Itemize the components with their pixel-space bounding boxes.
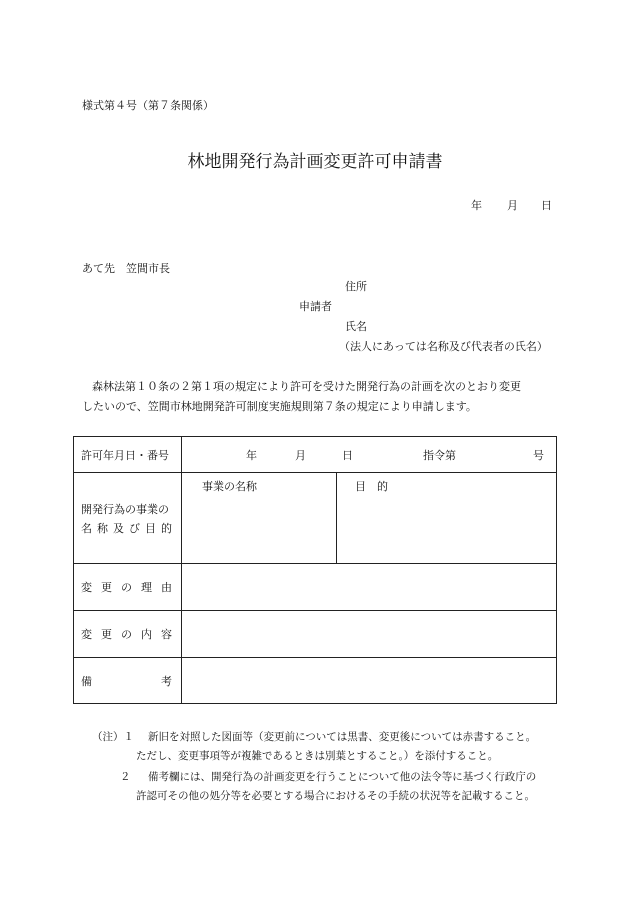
body-line-2: したいので、笠間市林地開発許可制度実施規則第７条の規定により申請します。 (82, 400, 477, 413)
addressee: あて先 笠間市長 (82, 262, 170, 275)
remarks-value-cell[interactable] (182, 658, 557, 704)
permit-row (74, 437, 557, 473)
permit-value-cell[interactable] (182, 437, 557, 473)
reason-label: 変 更 の 理 由 (81, 581, 172, 594)
development-label-line2: 名 称 及 び 目 的 (81, 521, 172, 535)
note-prefix: （注）１ (92, 731, 134, 743)
project-name-label: 事業の名称 (202, 480, 257, 493)
remarks-label: 備 考 (81, 674, 172, 688)
reason-value-cell[interactable] (182, 564, 557, 611)
note-1-line-2: ただし、変更事項等が複雑であるときは別葉とすること。）を添付すること。 (136, 750, 499, 762)
body-line-1: 森林法第１０条の２第１項の規定により許可を受けた開発行為の計画を次のとおり変更 (92, 380, 521, 393)
permit-label-cell (74, 437, 182, 473)
reason-label-cell (74, 564, 182, 611)
order-suffix: 号 (533, 449, 544, 462)
permit-label: 許可年月日・番号 (81, 448, 169, 462)
remarks-row (74, 658, 557, 704)
purpose-cell[interactable] (337, 473, 557, 564)
note-2-number: ２ (120, 771, 131, 783)
date-day-label: 日 (541, 199, 552, 212)
content-label: 変 更 の 内 容 (81, 628, 172, 641)
application-table (73, 436, 557, 704)
development-label-cell (74, 473, 182, 564)
reason-row (74, 564, 557, 611)
permit-month: 月 (295, 449, 306, 462)
note-1-line-1: 新旧を対照した図面等（変更前については黒書、変更後については赤書すること。 (148, 731, 537, 743)
content-label-cell (74, 611, 182, 658)
development-label-line1: 開発行為の事業の (81, 502, 169, 516)
date-month-label: 月 (507, 199, 518, 212)
applicant-label: 申請者 (299, 300, 332, 313)
remarks-label-cell (74, 658, 182, 704)
form-number: 様式第４号（第７条関係） (82, 99, 214, 112)
date-year-label: 年 (471, 199, 482, 212)
note-2-line-1: 備考欄には、開発行為の計画変更を行うことについて他の法令等に基づく行政庁の (148, 771, 537, 783)
name-label: 氏名 (345, 320, 367, 333)
page-title: 林地開発行為計画変更許可申請書 (187, 152, 443, 172)
order-prefix: 指令第 (423, 449, 456, 462)
permit-year: 年 (246, 449, 257, 462)
content-row (74, 611, 557, 658)
address-label: 住所 (345, 280, 367, 293)
content-value-cell[interactable] (182, 611, 557, 658)
purpose-label: 目 的 (355, 480, 388, 493)
name-note: （法人にあっては名称及び代表者の氏名） (339, 340, 548, 353)
development-row (74, 473, 557, 564)
note-2-line-2: 許認可その他の処分等を必要とする場合におけるその手続の状況等を記載すること。 (136, 790, 535, 802)
permit-day: 日 (342, 449, 353, 462)
project-name-cell[interactable] (182, 473, 337, 564)
